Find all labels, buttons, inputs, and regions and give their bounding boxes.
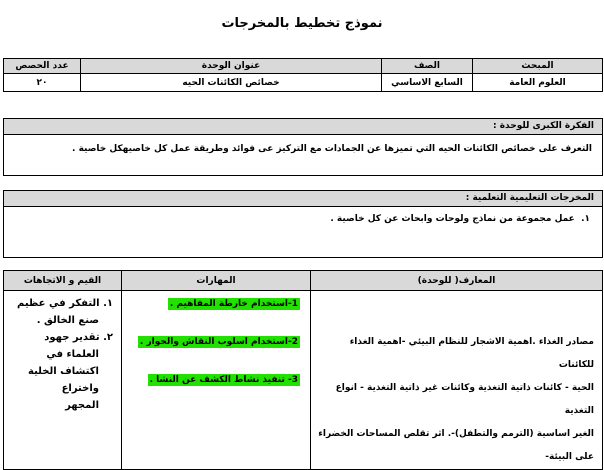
values-line: اكتشاف الخلية [28, 366, 99, 377]
bottom-table [3, 270, 603, 470]
knowledge-cell [311, 291, 603, 470]
values-header: القيم و الاتجاهات [4, 271, 122, 291]
big-idea-text: التعرف على خصائص الكائنات الحيه التي تميزها عن الجمادات مع التركيز عى فوائد وطريقة عمل كل خاصيهكل خاصية . [72, 144, 592, 154]
sessions-value: ٢٠ [4, 74, 81, 92]
values-cell [4, 291, 122, 470]
subject-header: المبحث [473, 59, 603, 74]
subject-value: العلوم العامة [473, 74, 603, 92]
knowledge-line: الحية - كائنات ذاتية التغذية وكائنات غير ذاتية التغذية - انواع التغذية [335, 383, 594, 416]
knowledge-line: مصادر الغذاء .اهمية الاشجار للنظام البيئي -اهمية الغذاء للكائنات [349, 337, 594, 370]
skill-item: 1-استخدام خارطة المفاهيم . [169, 299, 298, 309]
unit-title-value: خصائص الكائنات الحيه [81, 74, 382, 92]
values-line: واختراع [61, 383, 99, 394]
outcome-item: ١. عمل مجموعة من نماذج ولوحات وابحاث عن كل خاصية . [330, 214, 590, 224]
knowledge-header: المعارف( للوحدة) [311, 271, 603, 291]
knowledge-line: الغير اساسية (الترمم والتطفل)-. اثر تقلص المساحات الخضراء على البيئة- [318, 429, 594, 462]
sessions-header: عدد الحصص [4, 59, 81, 74]
values-line: المجهر [65, 400, 99, 411]
page-title: نموذج تخطيط بالمخرجات [221, 16, 383, 31]
big-idea-label: الفكرة الكبرى للوحدة : [4, 119, 602, 135]
values-line: ١. التفكر في عظيم [16, 298, 113, 309]
big-idea-section [3, 118, 603, 176]
info-table [3, 58, 603, 92]
grade-value: السابع الاساسي [382, 74, 473, 92]
outcomes-label: المخرجات التعليمية التعلمية : [4, 191, 602, 207]
outcomes-section [3, 190, 603, 258]
grade-header: الصف [382, 59, 473, 74]
values-line: ٢. تقدير جهود [44, 332, 113, 343]
skill-item: 3- تنفيذ نشاط الكشف عن النشا . [149, 375, 298, 385]
values-line: العلماء في [46, 349, 99, 360]
skills-header: المهارات [122, 271, 311, 291]
values-line: صنع الخالق . [36, 315, 99, 326]
unit-title-header: عنوان الوحدة [81, 59, 382, 74]
skill-item: 2-استخدام اسلوب النقاش والحوار . [139, 337, 298, 347]
skills-cell [122, 291, 311, 470]
outcome-item-text: عمل مجموعة من نماذج ولوحات وابحاث عن كل خاصية . [330, 214, 575, 224]
